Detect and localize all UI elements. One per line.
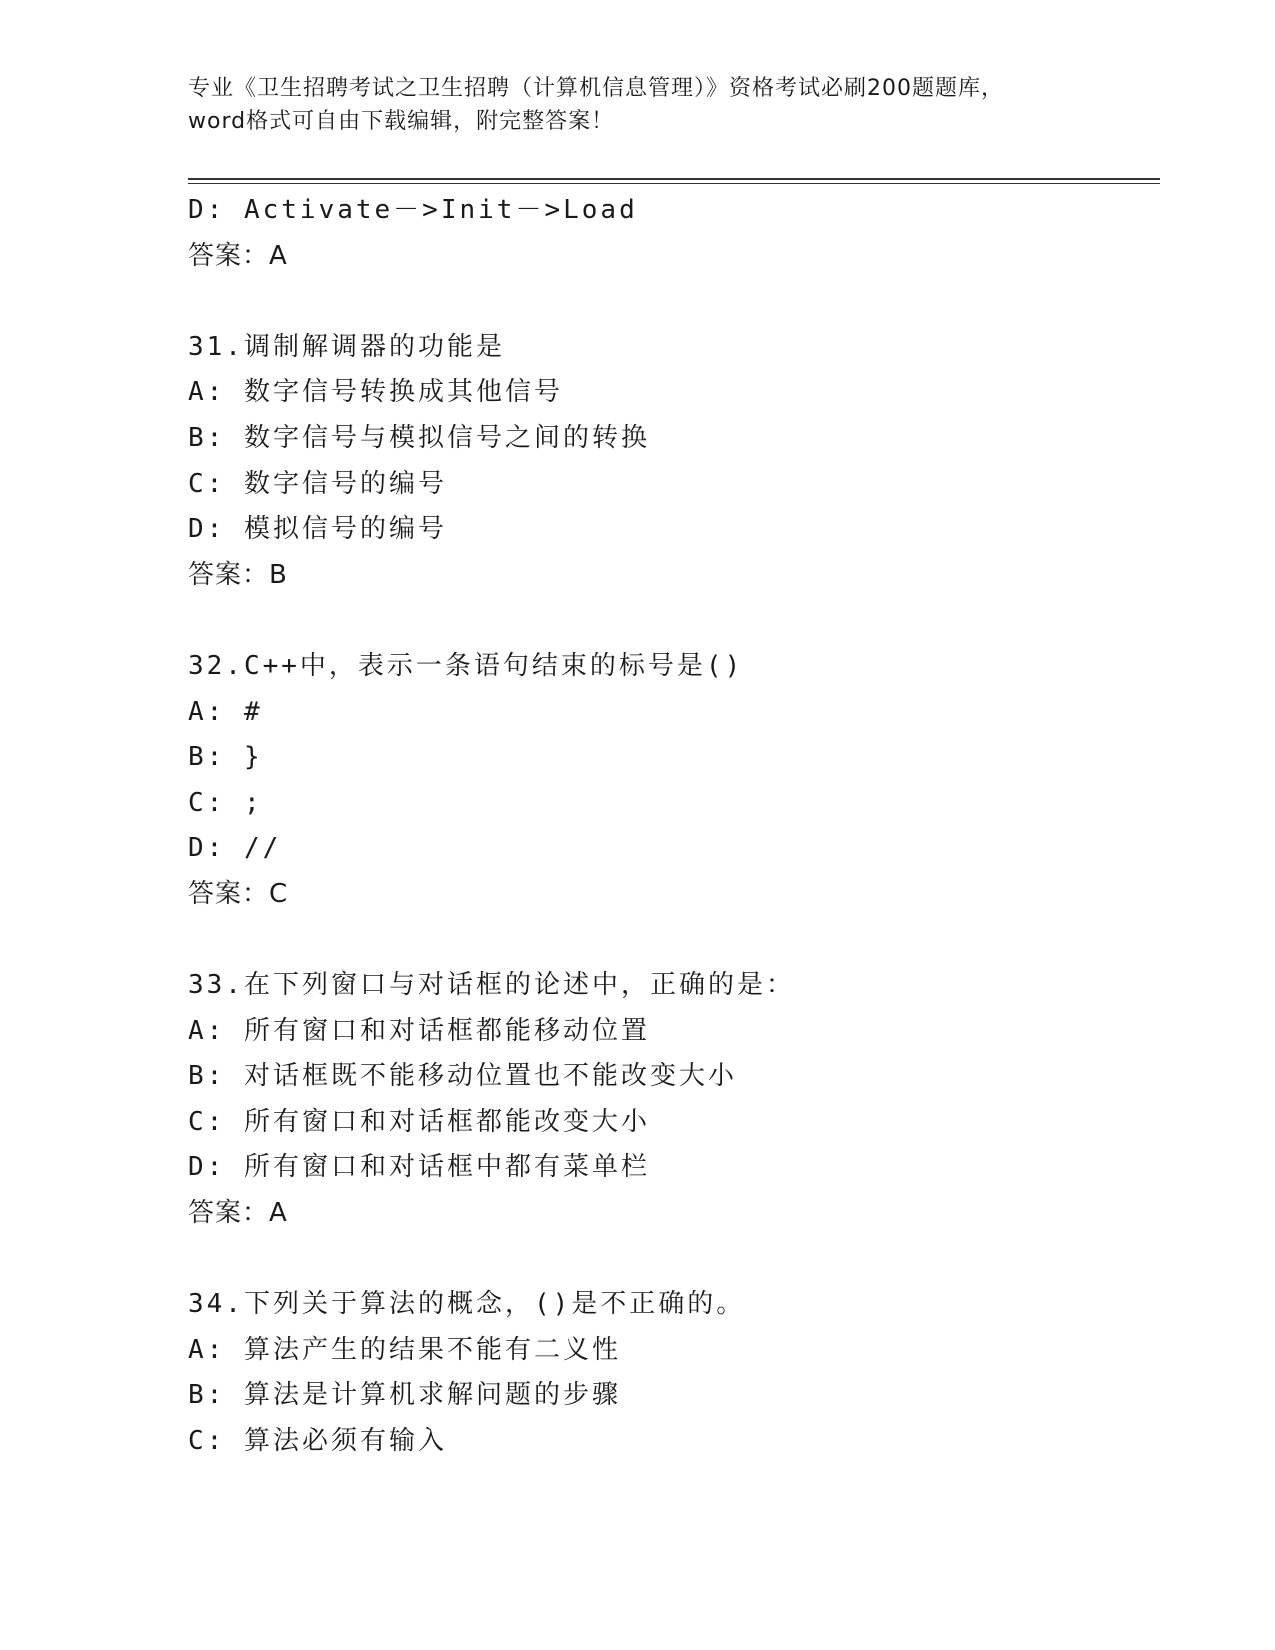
option-d: D: //: [188, 833, 282, 864]
question-block-31: [188, 325, 1148, 599]
question-block-34: [188, 1282, 1148, 1464]
answer-line: 答案：C: [188, 878, 289, 909]
option-b: B: 对话框既不能移动位置也不能改变大小: [188, 1061, 737, 1092]
answer-line: 答案：B: [188, 559, 288, 590]
option-c: C: 所有窗口和对话框都能改变大小: [188, 1106, 650, 1137]
option-c: C: 数字信号的编号: [188, 468, 447, 499]
option-d: D: 模拟信号的编号: [188, 514, 447, 545]
option-b: B: 数字信号与模拟信号之间的转换: [188, 422, 650, 453]
question-stem: 32.C++中，表示一条语句结束的标号是(): [188, 650, 744, 681]
question-stem: 33.在下列窗口与对话框的论述中，正确的是：: [188, 970, 795, 1001]
spacer: [188, 598, 1148, 644]
header-title-line-1: 专业《卫生招聘考试之卫生招聘（计算机信息管理）》资格考试必刷200题题库，: [188, 76, 1004, 101]
option-b: B: }: [188, 742, 263, 773]
header-title-line-2: word格式可自由下载编辑，附完整答案！: [188, 109, 615, 134]
option-a: A: 算法产生的结果不能有二义性: [188, 1334, 621, 1365]
spacer: [188, 1237, 1148, 1283]
question-content: [188, 188, 1148, 1465]
question-stem: 31.调制解调器的功能是: [188, 331, 505, 362]
answer-line: 答案：A: [188, 240, 288, 271]
header-divider-thick: [188, 178, 1160, 180]
document-header: [188, 72, 1088, 138]
option-d: D: 所有窗口和对话框中都有菜单栏: [188, 1152, 650, 1183]
option-c: C: 算法必须有输入: [188, 1426, 447, 1457]
option-d: D: Activate－>Init－>Load: [188, 195, 638, 225]
question-stem: 34.下列关于算法的概念，()是不正确的。: [188, 1289, 746, 1320]
answer-line: 答案：A: [188, 1198, 288, 1229]
question-block-33: [188, 963, 1148, 1237]
spacer: [188, 918, 1148, 964]
question-block-32: [188, 644, 1148, 918]
spacer: [188, 279, 1148, 325]
option-a: A: #: [188, 696, 263, 727]
option-b: B: 算法是计算机求解问题的步骤: [188, 1380, 621, 1411]
option-a: A: 所有窗口和对话框都能移动位置: [188, 1015, 650, 1046]
option-c: C: ;: [188, 787, 263, 818]
option-a: A: 数字信号转换成其他信号: [188, 377, 563, 408]
header-divider-thin: [188, 183, 1160, 184]
